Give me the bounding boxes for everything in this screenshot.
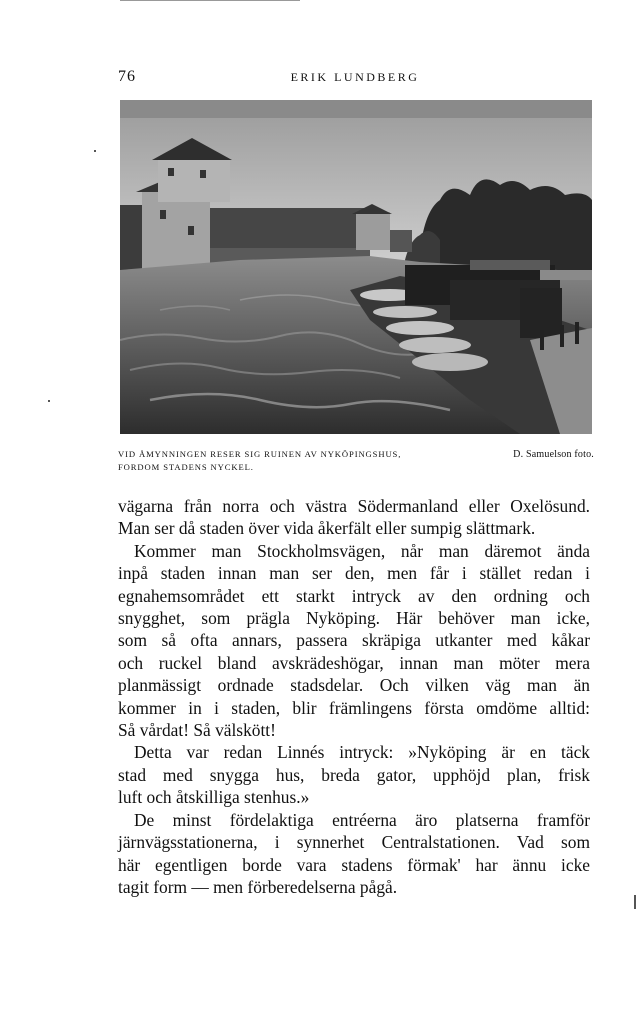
text-line: De minst fördelaktiga entréerna äro platserna framför [134, 809, 590, 830]
photo-credit: D. Samuelson foto. [513, 449, 594, 460]
text-line: och ruckel bland avskrädeshögar, innan man möter mera [118, 652, 590, 673]
text-line: planmässigt ordnade stadsdelar. Och vilken väg man än [118, 675, 590, 696]
scan-line [120, 0, 300, 1]
text-line: vägarna från norra och västra Södermanland eller Oxelösund. [118, 496, 590, 516]
figure-caption [118, 448, 478, 474]
text-line: Kommer man Stockholmsvägen, når man däremot ända [134, 540, 590, 561]
text-line: stad med snygga hus, breda gator, upphöjd plan, frisk [118, 764, 590, 785]
page-number: 76 [118, 68, 136, 85]
text-line: inpå staden innan man ser den, men får i stället redan i [118, 563, 590, 584]
scan-speck [94, 150, 96, 152]
photograph-image [120, 100, 592, 434]
photograph-nykopingshus [120, 100, 592, 434]
text-line: Så vårdat! Så välskött! [118, 720, 276, 741]
figure-caption-row [118, 448, 594, 478]
text-line: som så ofta annars, passera skräpiga utkanter med kåkar [118, 630, 590, 651]
page-header [118, 68, 592, 88]
caption-line: FORDOM STADENS NYCKEL. [118, 462, 254, 472]
running-head: ERIK LUNDBERG [290, 70, 420, 84]
scan-speck [48, 400, 50, 402]
text-line: här egentligen borde vara stadens förmak' har ännu icke [118, 854, 590, 875]
text-line: Detta var redan Linnés intryck: »Nyköping är en täck [134, 742, 590, 763]
text-line: luft och åtskilliga stenhus.» [118, 787, 310, 808]
body-text [118, 495, 590, 898]
text-line: tagit form — men förberedelserna pågå. [118, 876, 398, 897]
text-line: kommer in i staden, blir främlingens första omdöme alltid: [118, 697, 590, 718]
text-line: egnahemsområdet ett starkt intryck av den ordning och [118, 585, 590, 606]
scan-speck [634, 895, 636, 909]
caption-line: VID ÅMYNNINGEN RESER SIG RUINEN AV NYKÖPINGSHUS, [118, 449, 402, 459]
text-line: järnvägsstationerna, i synnerhet Centralstationen. Vad som [118, 832, 590, 853]
text-line: snygghet, som prägla Nyköping. Här behöver man icke, [118, 608, 590, 629]
text-line: Man ser då staden över vida åkerfält eller sumpig slättmark. [118, 518, 536, 539]
